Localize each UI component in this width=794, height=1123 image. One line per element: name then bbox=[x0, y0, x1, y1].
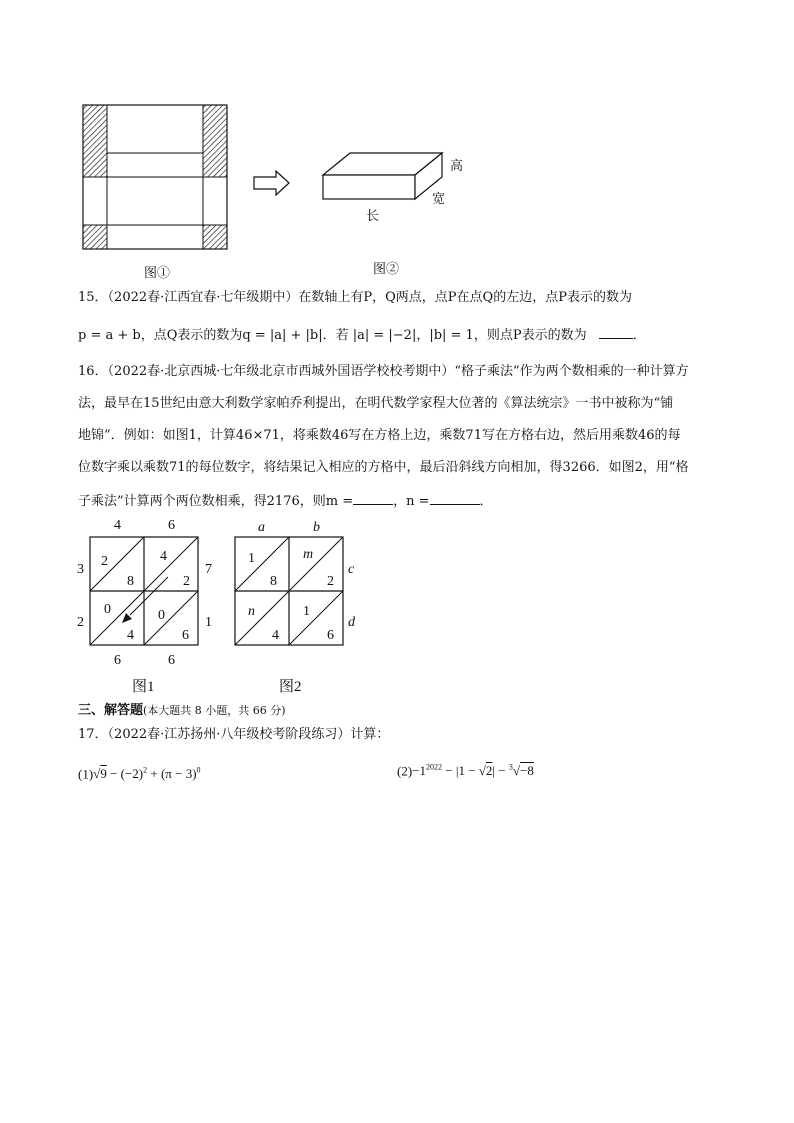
q16-line-3: 地锦”．例如：如图1，计算46×71，将乘数46写在方格上边，乘数71写在方格右边，然后用乘数46的每 bbox=[78, 428, 681, 443]
figure-2-box bbox=[320, 148, 450, 208]
grid2-cell-m: m bbox=[303, 547, 314, 562]
q17-part-2 bbox=[397, 763, 534, 779]
q16-line-4: 位数字乘以乘数71的每位数字，将结果记入相应的方格中，最后沿斜线方向相加，得3266．如图2，用“格 bbox=[78, 460, 689, 475]
grid1-cell-2-tens: 4 bbox=[160, 549, 167, 564]
figure-2-caption: 图② bbox=[373, 261, 400, 276]
q16-line-5-text-a: 子乘法”计算两个两位数相乘，得2176，则m = bbox=[78, 494, 354, 509]
grid2-right-d: d bbox=[348, 615, 355, 630]
grid2-top-b: b bbox=[313, 520, 320, 535]
section-3-title: 三、解答题 bbox=[78, 703, 144, 718]
q17-part-1-label: (1) bbox=[78, 766, 94, 782]
figure-1-caption: 图① bbox=[144, 265, 171, 280]
grid1-right-2: 1 bbox=[205, 615, 212, 630]
grid2-caption: 图2 bbox=[279, 679, 302, 695]
q15-line-2-end: ． bbox=[632, 328, 646, 343]
q16-line-5-text-b: ，n = bbox=[393, 494, 430, 509]
grid2-cell-n: n bbox=[248, 604, 255, 619]
grid2-cell-1-ones: 8 bbox=[270, 574, 277, 589]
q17-part-1 bbox=[78, 763, 201, 782]
q17-part-2-exponent: 2022 bbox=[426, 763, 443, 772]
grid2-cell-1-tens: 1 bbox=[248, 551, 255, 566]
grid1-cell-2-ones: 2 bbox=[183, 574, 190, 589]
grid1-cell-3-tens: 0 bbox=[104, 602, 111, 617]
grid1-bottom-1: 6 bbox=[114, 653, 121, 668]
box-height-label: 高 bbox=[450, 158, 464, 173]
grid2-cell-3-ones: 4 bbox=[272, 628, 279, 643]
q17-part-1-expr: $√9 - (-2)^2 + (\pi - 3)^0$ bbox=[93, 766, 201, 782]
grid2-cell-2-ones: 2 bbox=[327, 574, 334, 589]
grid1-cell-1-tens: 2 bbox=[101, 554, 108, 569]
grid1-top-1: 4 bbox=[114, 518, 121, 533]
q16-line-5 bbox=[78, 492, 493, 510]
q16-n-blank[interactable] bbox=[430, 492, 480, 505]
q16-line-5-end: ． bbox=[479, 494, 493, 509]
right-arrow-icon bbox=[252, 168, 292, 198]
section-3-note: (本大题共 8 小题，共 66 分) bbox=[143, 704, 286, 717]
grid1-cell-1-ones: 8 bbox=[127, 574, 134, 589]
grid1-caption: 图1 bbox=[132, 679, 155, 695]
grid2-top-a: a bbox=[258, 520, 265, 535]
box-width-label: 宽 bbox=[432, 191, 446, 206]
q15-answer-blank[interactable] bbox=[599, 326, 633, 339]
q16-m-blank[interactable] bbox=[353, 492, 393, 505]
q17-part-2-expr: $-1^{2022} - |1 - √2| - ^3√-8$ bbox=[412, 763, 534, 779]
grid2-cell-4-ones: 6 bbox=[327, 628, 334, 643]
grid2-right-c: c bbox=[348, 562, 355, 577]
q15-line-2 bbox=[78, 326, 646, 344]
grid1-left-1: 3 bbox=[77, 562, 84, 577]
lattice-grid-2 bbox=[226, 515, 376, 695]
q17-line-1: 17．（2022春·江苏扬州·八年级校考阶段练习）计算： bbox=[78, 727, 390, 742]
grid1-bottom-2: 6 bbox=[168, 653, 175, 668]
section-3-heading bbox=[78, 703, 286, 719]
box-length-label: 长 bbox=[366, 208, 380, 223]
grid1-right-1: 7 bbox=[205, 562, 212, 577]
figure-1-unfolded-sheet bbox=[82, 104, 230, 252]
q16-line-2: 法，最早在15世纪由意大利数学家帕乔利提出，在明代数学家程大位著的《算法统宗》一书中被称为“铺 bbox=[78, 396, 674, 411]
grid1-cell-3-ones: 4 bbox=[127, 628, 134, 643]
grid1-cell-4-ones: 6 bbox=[182, 628, 189, 643]
q15-line-1: 15．（2022春·江西宜春·七年级期中）在数轴上有P，Q两点，点P在点Q的左边，点P表示的数为 bbox=[78, 290, 632, 305]
q15-line-2-text: p = a + b，点Q表示的数为q = |a| + |b|．若 |a| = |−2|，|b| = 1，则点P表示的数为 bbox=[78, 328, 587, 343]
q17-part-2-label: (2) bbox=[397, 763, 413, 779]
grid1-left-2: 2 bbox=[77, 615, 84, 630]
grid1-cell-4-tens: 0 bbox=[158, 608, 165, 623]
grid2-cell-4-tens: 1 bbox=[303, 604, 310, 619]
lattice-grid-1 bbox=[70, 515, 230, 695]
q16-line-1: 16．（2022春·北京西城·七年级北京市西城外国语学校校考期中）“格子乘法”作为两个数相乘的一种计算方 bbox=[78, 364, 689, 379]
grid1-top-2: 6 bbox=[168, 518, 175, 533]
